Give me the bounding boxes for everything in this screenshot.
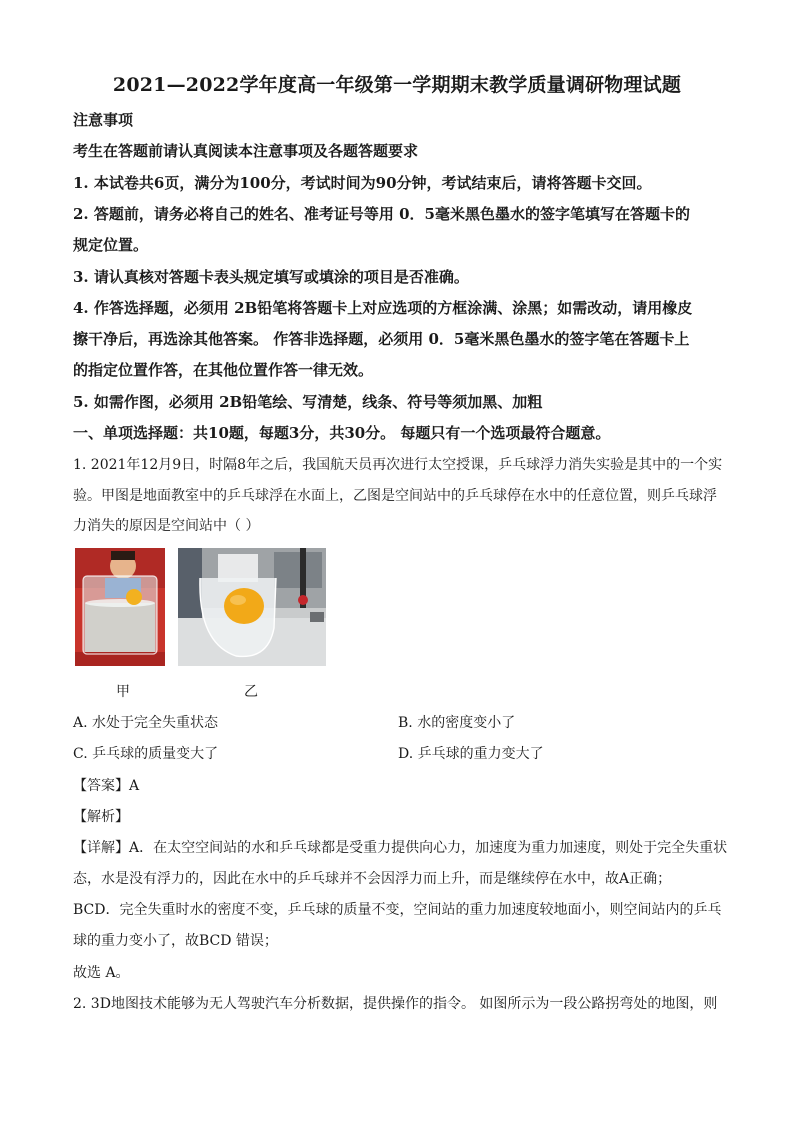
q1-detail-line-3: BCD．完全失重时水的密度不变，乒乓球的质量不变，空间站的重力加速度较地面小，则空间站内的乒乓 [73, 902, 722, 918]
q1-option-d: D. 乒乓球的重力变大了 [398, 746, 544, 762]
notice-intro: 考生在答题前请认真阅读本注意事项及各题答题要求 [73, 142, 419, 160]
caption-jia: 甲 [116, 684, 130, 700]
page-title: 2021—2022学年度高一年级第一学期期末教学质量调研物理试题 [112, 74, 682, 96]
q1-detail-line-1 [73, 837, 727, 857]
detail-tag: 【详解】 [73, 840, 129, 856]
q1-option-b: B. 水的密度变小了 [398, 715, 516, 731]
q2-stem-line-1: 2. 3D地图技术能够为无人驾驶汽车分析数据，提供操作的指令。 如图所示为一段公路拐弯处的地图，则 [73, 996, 718, 1012]
notice-item-4-cont-2: 的指定位置作答，在其他位置作答一律无效。 [73, 361, 374, 379]
notice-heading: 注意事项 [73, 111, 134, 129]
q1-detail-line-4: 球的重力变小了，故BCD 错误； [73, 933, 278, 949]
q1-answer [73, 775, 139, 795]
q1-stem-line-2: 验。甲图是地面教室中的乒乓球浮在水面上，乙图是空间站中的乒乓球停在水中的任意位置，则乒乓球浮 [73, 488, 717, 504]
caption-yi: 乙 [244, 684, 258, 700]
notice-item-4: 4. 作答选择题，必须用 2B铅笔将答题卡上对应选项的方框涂满、涂黑；如需改动，请用橡皮 [73, 299, 693, 317]
q1-stem-line-3: 力消失的原因是空间站中（ ） [73, 518, 260, 534]
notice-item-2: 2. 答题前，请务必将自己的姓名、准考证号等用 0．5毫米黑色墨水的签字笔填写在答题卡的 [73, 205, 690, 223]
section-heading: 一、单项选择题：共10题，每题3分，共30分。 每题只有一个选项最符合题意。 [73, 424, 611, 442]
photo-yi [178, 548, 326, 666]
answer-tag: 【答案】 [73, 778, 129, 794]
notice-item-5: 5. 如需作图，必须用 2B铅笔绘、写清楚，线条、符号等须加黑、加粗 [73, 393, 543, 411]
q1-option-a: A. 水处于完全失重状态 [73, 715, 219, 731]
answer-value: A [129, 778, 140, 794]
q1-analysis-tag: 【解析】 [73, 809, 129, 825]
detail-text-1: A．在太空空间站的水和乒乓球都是受重力提供向心力，加速度为重力加速度，则处于完全失重状 [129, 840, 728, 856]
q1-stem-line-1: 1. 2021年12月9日，时隔8年之后，我国航天员再次进行太空授课，乒乓球浮力消失实验是其中的一个实 [73, 457, 723, 473]
notice-item-3: 3. 请认真核对答题卡表头规定填写或填涂的项目是否准确。 [73, 268, 469, 286]
q1-detail-line-2: 态，水是没有浮力的，因此在水中的乒乓球并不会因浮力而上升，而是继续停在水中，故A正确； [73, 871, 672, 887]
notice-item-1: 1. 本试卷共6页，满分为100分，考试时间为90分钟，考试结束后，请将答题卡交回。 [73, 174, 652, 192]
q1-detail-line-5: 故选 A。 [73, 965, 130, 981]
notice-item-2-cont: 规定位置。 [73, 236, 149, 254]
photo-jia [75, 548, 165, 666]
q1-option-c: C. 乒乓球的质量变大了 [73, 746, 219, 762]
notice-item-4-cont-1: 擦干净后，再选涂其他答案。 作答非选择题，必须用 0．5毫米黑色墨水的签字笔在答题卡上 [73, 330, 690, 348]
